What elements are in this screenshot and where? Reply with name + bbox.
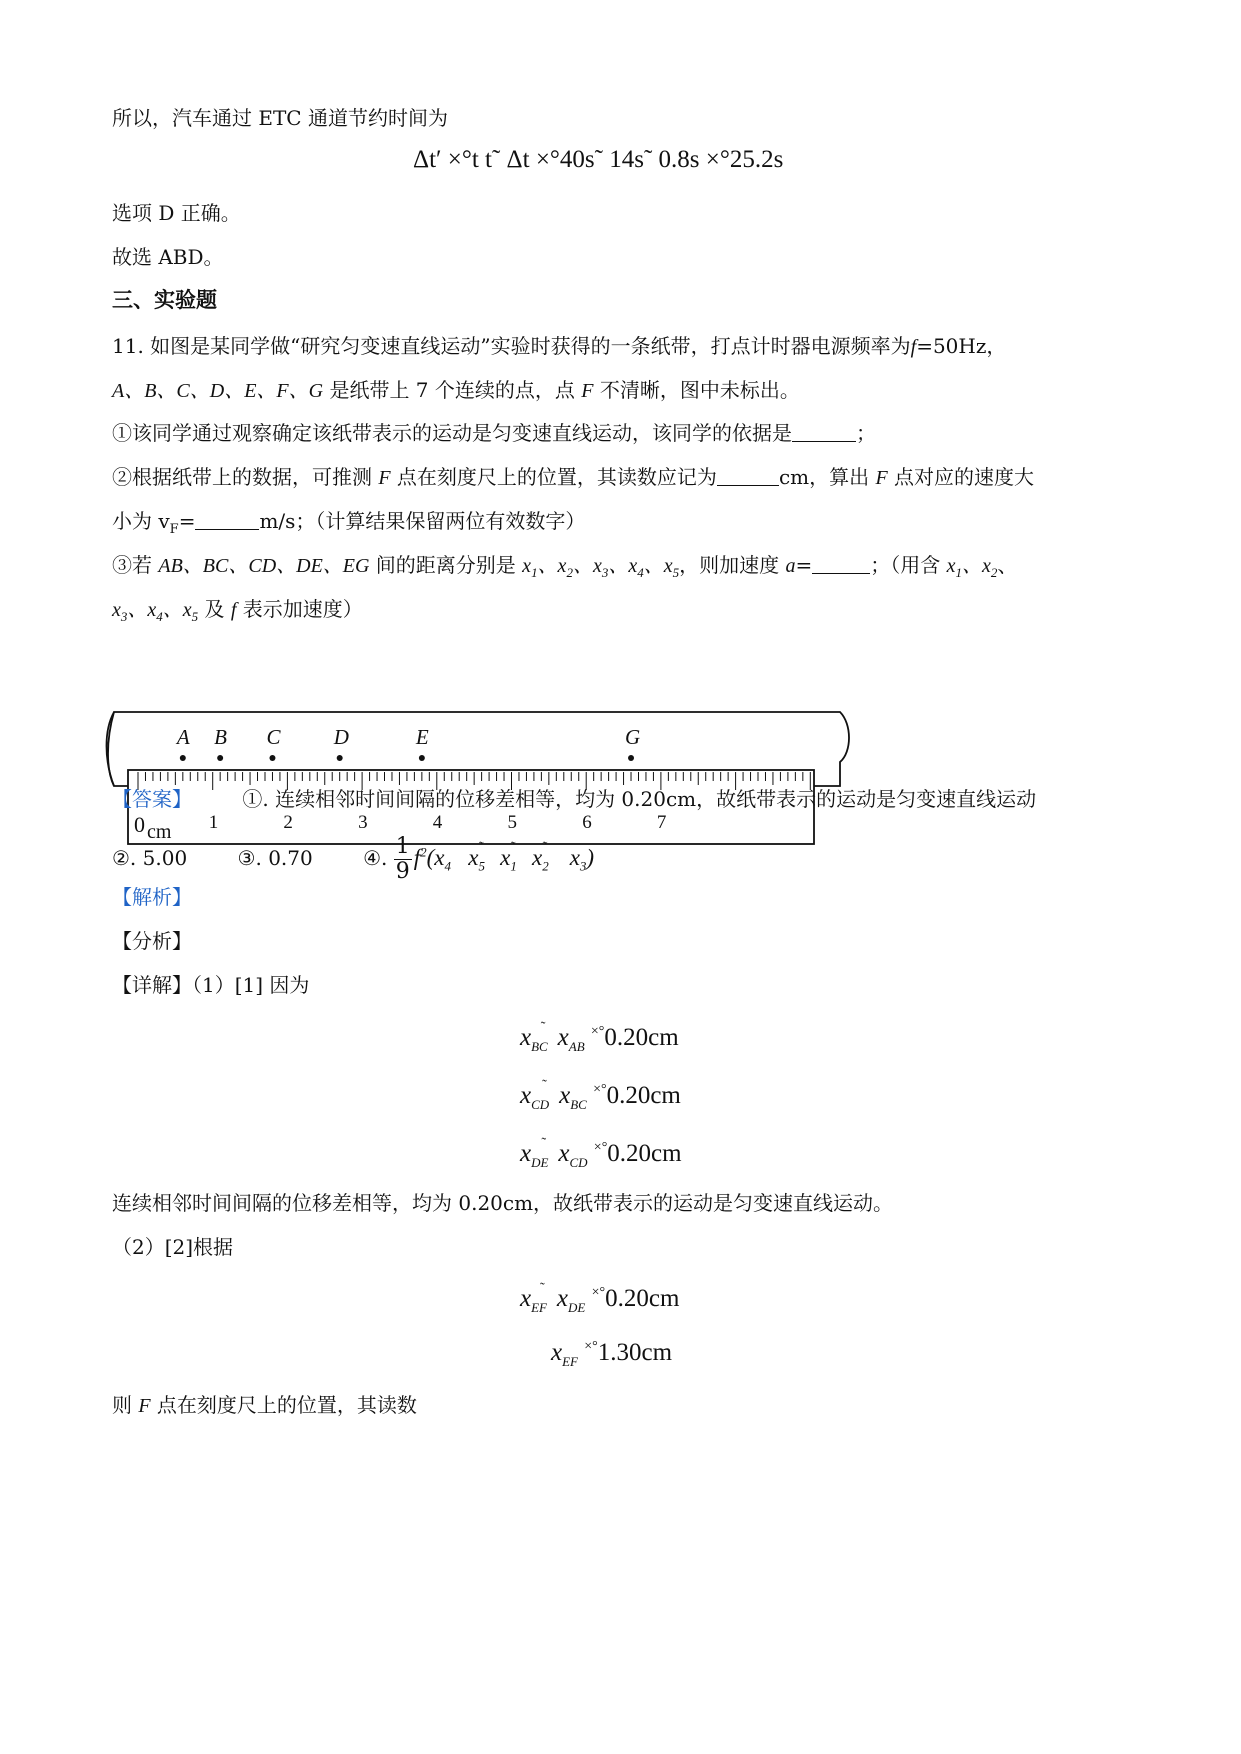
q11-text-b: =50Hz， xyxy=(916,334,1007,358)
equation-value: 1.30cm xyxy=(597,1339,673,1366)
part-2-line-1 xyxy=(112,464,1034,491)
p2-text-e: 小为 v xyxy=(112,509,170,533)
p3-text-e: ；（用含 xyxy=(870,553,947,577)
answer-line-1 xyxy=(112,786,1036,812)
section-heading: 三、实验题 xyxy=(112,287,217,312)
tape-point-dot xyxy=(628,755,634,761)
text-line-1: 所以，汽车通过 ETC 通道节约时间为 xyxy=(112,106,448,130)
equation-de-cd: $x_{DE}^˜$ $x_{CD}$ ×°0.20cm xyxy=(520,1136,682,1170)
equation-value: 0.20cm xyxy=(606,1082,681,1109)
p1-end: ； xyxy=(856,421,876,445)
equation-ef-de: $x_{EF}^˜$ $x_{DE}$ ×°0.20cm xyxy=(520,1281,680,1315)
p2-text-g: m/s；（计算结果保留两位有效数字） xyxy=(259,509,586,533)
p2-text-b: 点在刻度尺上的位置，其读数应记为 xyxy=(390,465,717,489)
last-text-a: 则 xyxy=(112,1393,139,1417)
tape-point-label: G xyxy=(625,725,641,749)
answer-3: ③. 0.70 xyxy=(237,846,313,870)
tape-point-dot xyxy=(180,755,186,761)
var-F: F xyxy=(378,467,391,489)
text-line-2: 选项 D 正确。 xyxy=(112,201,241,225)
var-x1-x2: $x_1$、$x_2$ xyxy=(946,555,998,580)
p2-text-d: 点对应的速度大 xyxy=(887,465,1035,489)
tape-point-label: A xyxy=(176,725,190,749)
answer-4: ④. xyxy=(363,846,388,870)
accel-formula: $f^2(x_4$ $x_5^˜$ $x_1^˜$ $x_2^˜$ $x_3$) xyxy=(413,840,595,874)
p2-text-c: cm，算出 xyxy=(778,465,876,489)
fenxi-tag: 【分析】 xyxy=(112,929,192,953)
part-3-line-2 xyxy=(112,596,363,630)
p2-text-a: ②根据纸带上的数据，可推测 xyxy=(112,465,379,489)
var-x1-x5: $x_1$、$x_2$、$x_3$、$x_4$、$x_5$ xyxy=(522,555,680,580)
ruler-tick-number: 4 xyxy=(432,812,443,833)
equation-cd-bc: $x_{CD}^˜$ $x_{BC}$ ×°0.20cm xyxy=(520,1078,681,1112)
fraction-one-ninth: $\frac{1}{9}$ xyxy=(395,834,410,884)
question-11-line-2 xyxy=(112,377,800,404)
ruler-tick-number: 3 xyxy=(358,812,368,833)
blank-4 xyxy=(812,555,870,574)
tape-point-label: E xyxy=(415,725,429,749)
part-2-line-2 xyxy=(112,508,585,543)
blank-2 xyxy=(717,467,779,486)
tape-point-label: B xyxy=(214,725,227,749)
equation-value: 0.20cm xyxy=(607,1140,682,1167)
text-line-3: 故选 ABD。 xyxy=(112,245,224,269)
subscript-F: F xyxy=(169,522,179,537)
ruler-unit-label: cm xyxy=(147,821,172,843)
q11-text-d: 不清晰，图中未标出。 xyxy=(593,378,800,402)
points-list: A、B、C、D、E、F、G xyxy=(112,380,324,402)
p2-text-f: = xyxy=(178,509,196,533)
tape-point-dot xyxy=(337,755,343,761)
tape-points xyxy=(175,725,640,761)
var-x3-x4-x5: $x_3$、$x_4$、$x_5$ xyxy=(112,599,199,624)
tape-point-dot xyxy=(269,755,275,761)
p3-text-c: ，则加速度 xyxy=(679,553,786,577)
last-text-b: 点在刻度尺上的位置，其读数 xyxy=(150,1393,417,1417)
answer-tag: 【答案】 xyxy=(112,787,192,811)
var-a: a xyxy=(785,555,796,577)
equation-value: 0.20cm xyxy=(605,1285,680,1312)
answer-line-2 xyxy=(112,820,595,884)
equation-time-saved xyxy=(413,145,783,175)
var-F: F xyxy=(581,380,594,402)
analysis-tag: 【解析】 xyxy=(112,885,192,909)
part-2-heading: （2）[2]根据 xyxy=(112,1235,234,1259)
var-f: f xyxy=(230,599,237,621)
p1-text: ①该同学通过观察确定该纸带表示的运动是匀变速直线运动，该同学的依据是 xyxy=(112,421,792,445)
last-line xyxy=(112,1392,417,1419)
ruler-tick-number: 7 xyxy=(656,812,667,833)
equation-bc-ab: $x_{BC}^˜$ $x_{AB}$ ×°0.20cm xyxy=(520,1020,679,1054)
p3-text-b: 间的距离分别是 xyxy=(369,553,523,577)
equation-text: Δt′ ×°t t˜ Δt ×°40s˜ 14s˜ 0.8s ×°25.2s xyxy=(413,146,784,173)
ruler-tick-number: 6 xyxy=(582,812,592,833)
q11-text-a: 11. 如图是某同学做“研究匀变速直线运动”实验时获得的一条纸带，打点计时器电源频率为 xyxy=(112,334,911,358)
tape-point-dot xyxy=(217,755,223,761)
ruler-tick-number: 5 xyxy=(507,812,517,833)
p3-text-d: = xyxy=(795,553,813,577)
var-F: F xyxy=(875,467,888,489)
ruler-tick-number: 2 xyxy=(283,812,293,833)
segments-list: AB、BC、CD、DE、EG xyxy=(158,555,370,577)
var-F: F xyxy=(138,1395,151,1417)
part-1 xyxy=(112,420,876,446)
var-f: f xyxy=(910,336,917,358)
tape-point-dot xyxy=(419,755,425,761)
answer-1: ①. 连续相邻时间间隔的位移差相等，均为 0.20cm，故纸带表示的运动是匀变速直线运动 xyxy=(242,787,1037,811)
detail-tag: 【详解】（1）[1] 因为 xyxy=(112,973,310,997)
p4-text-b: 及 xyxy=(198,597,231,621)
answer-2: ②. 5.00 xyxy=(112,846,188,870)
p3-text-a: ③若 xyxy=(112,553,159,577)
p3-text-f: 、 xyxy=(997,553,1018,577)
ruler-tick-number: 1 xyxy=(208,812,219,833)
blank-3 xyxy=(195,511,259,530)
ruler-zero-label: 0 xyxy=(134,812,145,837)
equation-value: 0.20cm xyxy=(604,1024,679,1051)
part-3-line-1 xyxy=(112,552,1017,586)
blank-1 xyxy=(792,423,856,442)
conclusion-text: 连续相邻时间间隔的位移差相等，均为 0.20cm，故纸带表示的运动是匀变速直线运动。 xyxy=(112,1191,894,1215)
question-11-line-1 xyxy=(112,333,1006,360)
tape-point-label: D xyxy=(333,725,349,749)
q11-text-c: 是纸带上 7 个连续的点，点 xyxy=(323,378,582,402)
tape-point-label: C xyxy=(266,725,281,749)
p4-text-c: 表示加速度） xyxy=(236,597,363,621)
equation-ef: $x_{EF}$ ×°1.30cm xyxy=(551,1339,673,1369)
